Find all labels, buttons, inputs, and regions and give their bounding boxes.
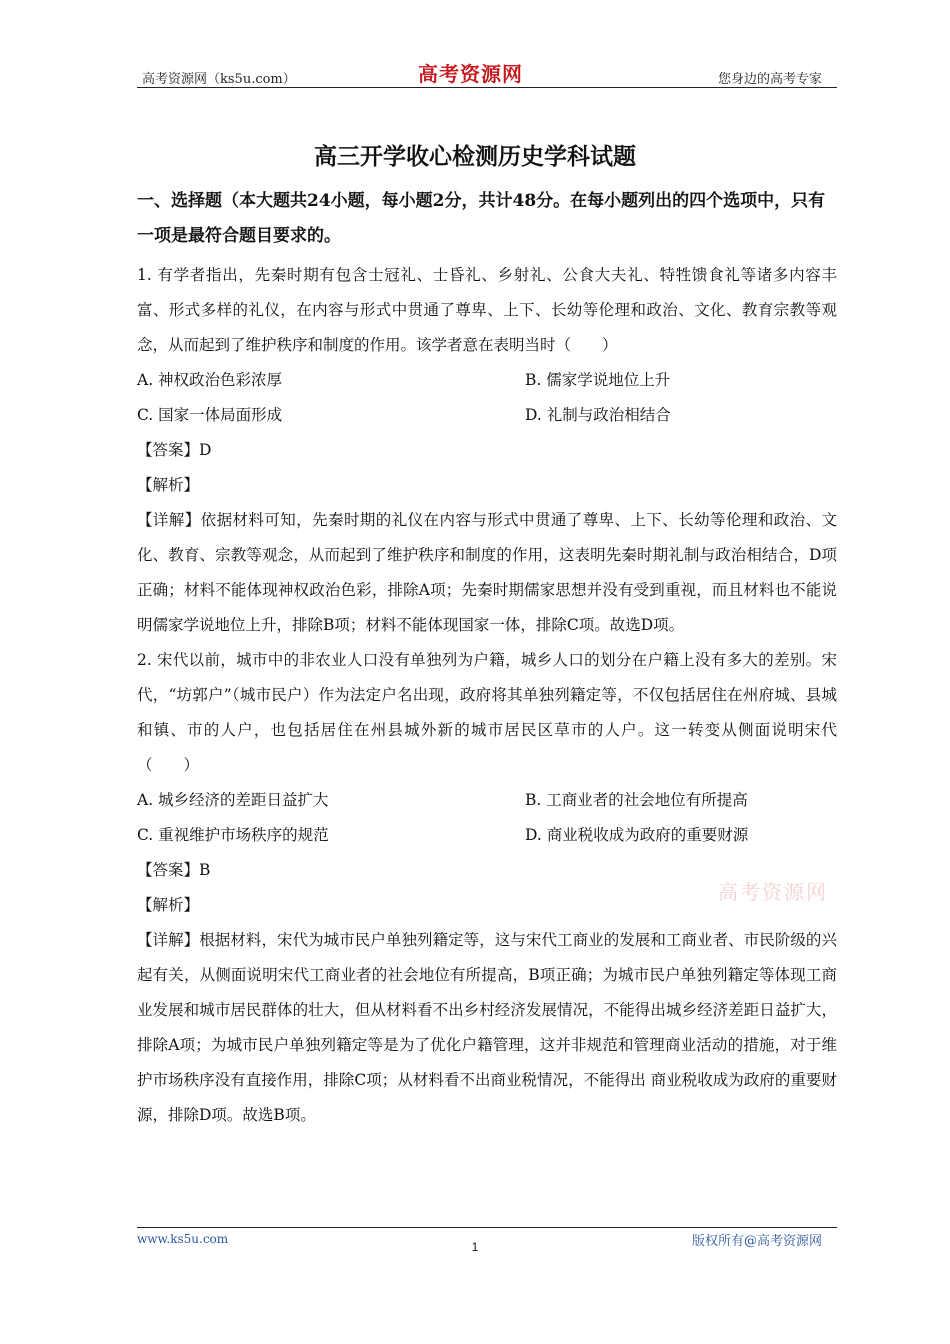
footer-divider <box>137 1227 837 1228</box>
footer-copyright: 版权所有@高考资源网 <box>691 1234 822 1249</box>
document-title: 高三开学收心检测历史学科试题 <box>314 143 636 170</box>
header-slogan: 您身边的高考专家 <box>717 72 822 87</box>
analysis-label: 【解析】 <box>137 896 200 914</box>
option-c: C. 重视维护市场秩序的规范 <box>137 826 329 844</box>
answer-line: 【答案】B <box>137 861 211 879</box>
option-list <box>137 783 837 853</box>
header-divider <box>137 87 837 88</box>
document-body <box>137 184 837 1133</box>
footer-website-link[interactable]: www.ks5u.com <box>137 1232 229 1246</box>
option-list <box>137 363 837 433</box>
option-b: B. 工商业者的社会地位有所提高 <box>525 791 748 809</box>
question-1 <box>137 258 837 643</box>
option-b: B. 儒家学说地位上升 <box>525 371 671 389</box>
watermark: 高考资源网 <box>718 880 828 904</box>
option-c: C. 国家一体局面形成 <box>137 406 283 424</box>
option-a: A. 神权政治色彩浓厚 <box>137 371 283 389</box>
section-heading: 一、选择题（本大题共24小题，每小题2分，共计48分。在每小题列出的四个选项中，只有一项是最符合题目要求的。 <box>137 191 826 246</box>
detail-explanation: 【详解】依据材料可知，先秦时期的礼仪在内容与形式中贯通了尊卑、上下、长幼等伦理和政治、文化、教育、宗教等观念，从而起到了维护秩序和制度的作用，这表明先秦时期礼制与政治相结合，D项正确；材料不能体现神权政治色彩，排除A项；先秦时期儒家思想并没有受到重视，而且材料也不能说明儒家学说地位上升，排除B项；材料不能体现国家一体，排除C项。故选D项。 <box>137 511 837 634</box>
question-stem: 1. 有学者指出，先秦时期有包含士冠礼、士昏礼、乡射礼、公食大夫礼、特牲馈食礼等诸多内容丰富、形式多样的礼仪，在内容与形式中贯通了尊卑、上下、长幼等伦理和政治、文化、教育宗教等观念，从而起到了维护秩序和制度的作用。该学者意在表明当时（ ） <box>137 266 837 354</box>
answer-line: 【答案】D <box>137 441 212 459</box>
question-stem: 2. 宋代以前，城市中的非农业人口没有单独列为户籍，城乡人口的划分在户籍上没有多大的差别。宋代，“坊郭户”（城市民户）作为法定户名出现，政府将其单独列籍定等，不仅包括居住在州府城、县城和镇、市的人户，也包括居住在州县城外新的城市居民区草市的人户。这一转变从侧面说明宋代（ ） <box>137 651 837 774</box>
detail-explanation: 【详解】根据材料，宋代为城市民户单独列籍定等，这与宋代工商业的发展和工商业者、市民阶级的兴起有关，从侧面说明宋代工商业者的社会地位有所提高，B项正确；为城市民户单独列籍定等体现工商业发展和城市居民群体的壮大，但从材料看不出乡村经济发展情况，不能得出城乡经济差距日益扩大，排除A项；为城市民户单独列籍定等是为了优化户籍管理，这并非规范和管理商业活动的措施，对于维护市场秩序没有直接作用，排除C项；从材料看不出商业税情况，不能得出 商业税收成为政府的重要财源，排除D项。故选B项。 <box>137 931 837 1124</box>
option-d: D. 商业税收成为政府的重要财源 <box>525 826 749 844</box>
header-logo: 高考资源网 <box>418 62 523 86</box>
header-site-name: 高考资源网（ks5u.com） <box>142 72 296 87</box>
page-number: 1 <box>471 1240 479 1254</box>
option-d: D. 礼制与政治相结合 <box>525 406 671 424</box>
analysis-label: 【解析】 <box>137 476 200 494</box>
option-a: A. 城乡经济的差距日益扩大 <box>137 791 329 809</box>
